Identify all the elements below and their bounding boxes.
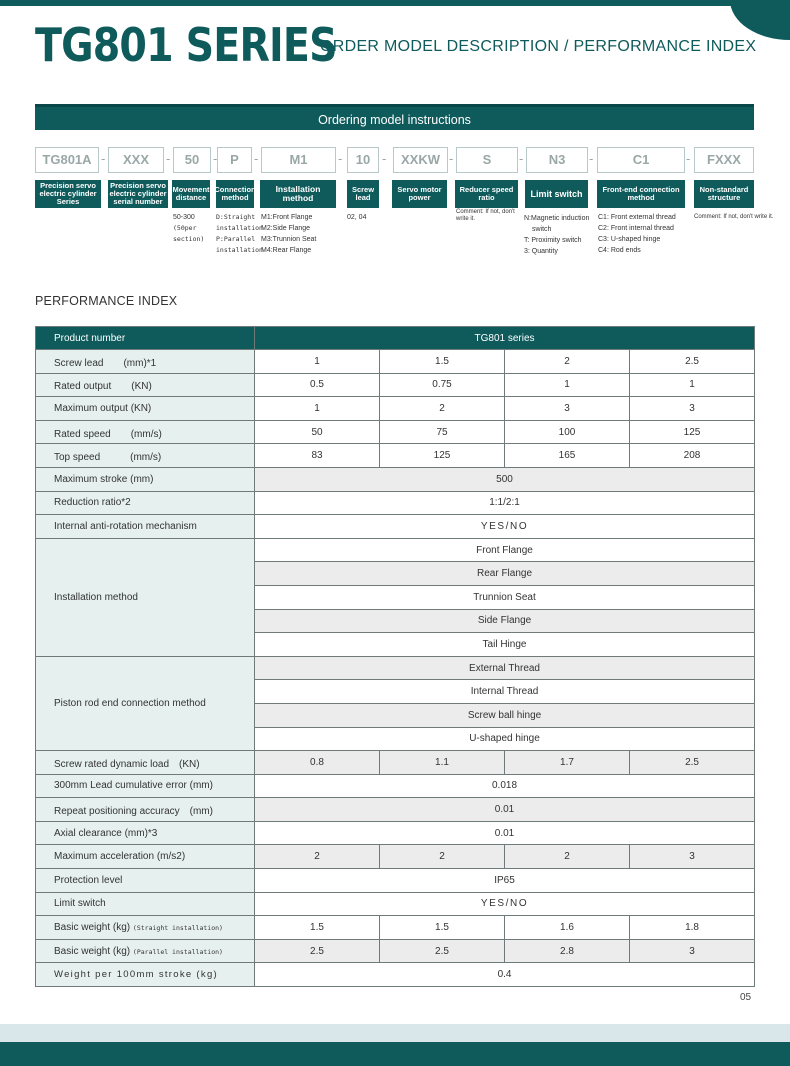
table-row <box>36 939 755 963</box>
table-row <box>36 869 755 893</box>
cell: 165 <box>505 444 630 468</box>
code-separator: - <box>519 151 524 166</box>
row-label: Basic weight (kg) (Straight installation) <box>36 916 255 940</box>
cell: U-shaped hinge <box>255 727 755 751</box>
code-separator: - <box>213 151 218 166</box>
code-separator: - <box>382 151 387 166</box>
page-subtitle: ORDER MODEL DESCRIPTION / PERFORMANCE INDEX <box>320 38 757 55</box>
cell: Front Flange <box>255 538 755 562</box>
cell: IP65 <box>255 869 755 893</box>
label-lead: Screw lead <box>347 180 379 208</box>
cell: 2.5 <box>380 939 505 963</box>
table-row <box>36 798 755 822</box>
code-serial: XXX <box>108 147 164 173</box>
cell: 1 <box>255 397 380 421</box>
label-reducer: Reducer speed ratio <box>455 180 518 208</box>
cell: 3 <box>630 845 755 869</box>
row-label: Installation method <box>36 538 255 656</box>
cell: 3 <box>630 397 755 421</box>
cell: YES/NO <box>255 892 755 916</box>
cell: 1.1 <box>380 751 505 775</box>
table-row <box>36 821 755 845</box>
cell: 1 <box>505 373 630 397</box>
series-label: TG801 series <box>255 327 755 350</box>
label-movement: Movement distance <box>172 180 210 208</box>
table-row <box>36 656 755 680</box>
label-serial: Precision servo electric cylinder serial number <box>109 181 167 206</box>
cell: Trunnion Seat <box>255 585 755 609</box>
options-nonstandard: Comment: If not, don't write it. <box>694 214 774 220</box>
table-row <box>36 444 755 468</box>
cell: 2 <box>505 350 630 374</box>
code-installation: M1 <box>261 147 336 173</box>
table-row <box>36 845 755 869</box>
cell: 3 <box>505 397 630 421</box>
cell: 500 <box>255 467 755 491</box>
row-label: Rated output (KN) <box>36 373 255 397</box>
table-row <box>36 420 755 444</box>
table-row <box>36 751 755 775</box>
code-separator: - <box>166 151 171 166</box>
cell: 2.5 <box>255 939 380 963</box>
code-limit: N3 <box>526 147 588 173</box>
row-label: Maximum stroke (mm) <box>36 467 255 491</box>
table-row <box>36 350 755 374</box>
row-label: Weight per 100mm stroke (kg) <box>36 963 255 987</box>
cell: 1.8 <box>630 916 755 940</box>
cell: 0.018 <box>255 774 755 798</box>
row-label: Internal anti-rotation mechanism <box>36 515 255 539</box>
cell: 1.7 <box>505 751 630 775</box>
code-separator: - <box>449 151 454 166</box>
cell: Tail Hinge <box>255 633 755 657</box>
cell: 2.5 <box>630 350 755 374</box>
table-row <box>36 515 755 539</box>
ordering-bar: Ordering model instructions <box>35 104 754 130</box>
row-label: Rated speed (mm/s) <box>36 420 255 444</box>
table-row <box>36 963 755 987</box>
row-label: Protection level <box>36 869 255 893</box>
cell: 1.5 <box>380 916 505 940</box>
row-label: Top speed (mm/s) <box>36 444 255 468</box>
cell: 0.01 <box>255 821 755 845</box>
corner-decoration <box>730 0 790 40</box>
cell: 2 <box>380 397 505 421</box>
page-number: 05 <box>740 992 752 1003</box>
row-label: Reduction ratio*2 <box>36 491 255 515</box>
cell: 0.75 <box>380 373 505 397</box>
performance-table <box>35 326 755 987</box>
cell: 1 <box>255 350 380 374</box>
cell: Internal Thread <box>255 680 755 704</box>
cell: 0.4 <box>255 963 755 987</box>
row-label: Repeat positioning accuracy (mm) <box>36 798 255 822</box>
cell: 1.5 <box>255 916 380 940</box>
table-row <box>36 538 755 562</box>
row-label: 300mm Lead cumulative error (mm) <box>36 774 255 798</box>
cell: 1.5 <box>380 350 505 374</box>
cell: 1.6 <box>505 916 630 940</box>
cell: 75 <box>380 420 505 444</box>
options-installation: M1:Front Flange M2:Side Flange M3:Trunnion Seat M4:Rear Flange <box>261 214 317 254</box>
cell: 125 <box>380 444 505 468</box>
cell: YES/NO <box>255 515 755 539</box>
cell: External Thread <box>255 656 755 680</box>
row-label: Piston rod end connection method <box>36 656 255 750</box>
footer-band-light <box>0 1024 790 1042</box>
cell: 1:1/2:1 <box>255 491 755 515</box>
cell: 83 <box>255 444 380 468</box>
cell: Screw ball hinge <box>255 703 755 727</box>
table-row <box>36 397 755 421</box>
table-row <box>36 892 755 916</box>
page-title: TG801 SERIES <box>35 18 337 72</box>
table-row <box>36 916 755 940</box>
code-separator: - <box>101 151 106 166</box>
table-row <box>36 373 755 397</box>
code-separator: - <box>338 151 343 166</box>
cell: 3 <box>630 939 755 963</box>
code-connection: P <box>217 147 252 173</box>
cell: 2 <box>255 845 380 869</box>
row-label: Basic weight (kg) (Parallel installation) <box>36 939 255 963</box>
table-row <box>36 774 755 798</box>
options-limit: N:Magnetic induction switch T: Proximity switch 3: Quantity <box>524 215 590 255</box>
cell: 125 <box>630 420 755 444</box>
options-connection: D:Straight installation P:Parallel installation <box>216 213 263 254</box>
row-label: Screw rated dynamic load (KN) <box>36 751 255 775</box>
label-power: Servo motor power <box>392 180 447 208</box>
cell: 2 <box>380 845 505 869</box>
performance-heading: PERFORMANCE INDEX <box>35 294 178 308</box>
cell: 0.5 <box>255 373 380 397</box>
code-separator: - <box>254 151 259 166</box>
cell: 0.01 <box>255 798 755 822</box>
options-reducer: Comment: If not, don't write it. <box>456 209 515 222</box>
product-number-label: Product number <box>36 327 255 350</box>
label-installation: Installation method <box>260 180 336 208</box>
cell: Side Flange <box>255 609 755 633</box>
code-separator: - <box>686 151 691 166</box>
code-series: TG801A <box>35 147 99 173</box>
row-label: Axial clearance (mm)*3 <box>36 821 255 845</box>
options-lead: 02, 04 <box>347 214 367 221</box>
row-label: Limit switch <box>36 892 255 916</box>
table-row <box>36 491 755 515</box>
table-header-row <box>36 327 755 350</box>
code-front-end: C1 <box>597 147 685 173</box>
cell: 208 <box>630 444 755 468</box>
cell: 2 <box>505 845 630 869</box>
label-series: Precision servo electric cylinder Series <box>35 180 101 208</box>
options-front-end: C1: Front external thread C2: Front internal thread C3: U-shaped hinge C4: Rod ends <box>598 214 676 254</box>
code-power: XXKW <box>393 147 448 173</box>
table-row <box>36 467 755 491</box>
code-lead: 10 <box>347 147 379 173</box>
cell: 100 <box>505 420 630 444</box>
label-nonstandard: Non-standard structure <box>694 180 754 208</box>
row-label: Maximum acceleration (m/s2) <box>36 845 255 869</box>
code-nonstandard: FXXX <box>694 147 754 173</box>
row-label: Screw lead (mm)*1 <box>36 350 255 374</box>
cell: 2.8 <box>505 939 630 963</box>
top-band <box>0 0 790 6</box>
label-front-end: Front-end connection method <box>597 180 685 208</box>
options-movement: 50-300 (50per section) <box>173 214 205 243</box>
cell: 2.5 <box>630 751 755 775</box>
cell: 50 <box>255 420 380 444</box>
cell: 1 <box>630 373 755 397</box>
label-connection: Connection method <box>216 180 254 208</box>
cell: Rear Flange <box>255 562 755 586</box>
code-movement: 50 <box>173 147 211 173</box>
code-reducer: S <box>456 147 518 173</box>
cell: 0.8 <box>255 751 380 775</box>
row-label: Maximum output (KN) <box>36 397 255 421</box>
footer-band-dark <box>0 1042 790 1066</box>
code-separator: - <box>589 151 594 166</box>
label-limit: Limit switch <box>525 180 588 208</box>
